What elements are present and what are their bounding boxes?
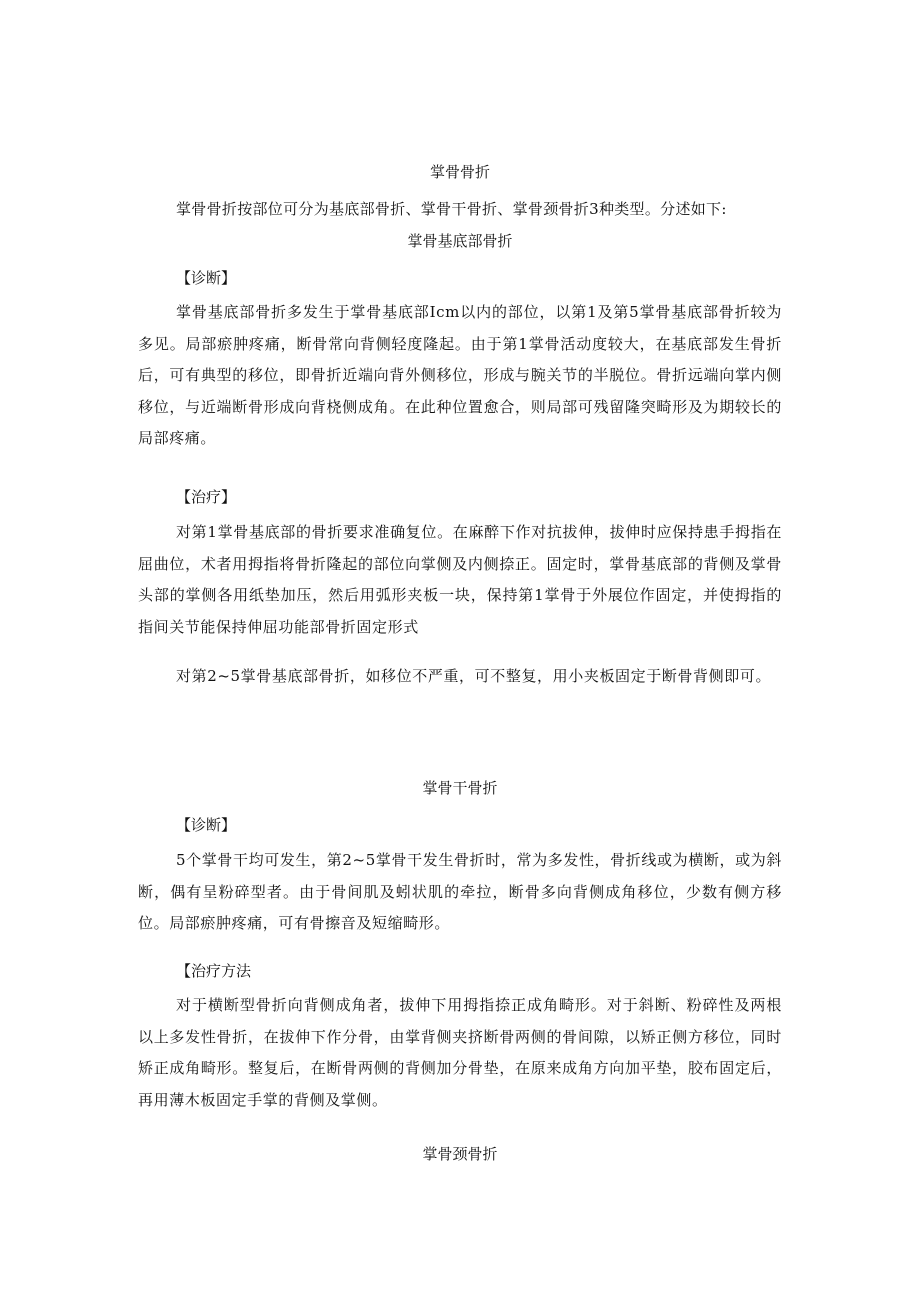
document-title: 掌骨骨折 [429,163,490,181]
treatment-label: 【治疗】 [176,488,237,506]
treatment-paragraph: 对第1掌骨基底部的骨折要求准确复位。在麻醉下作对抗拔伸，拔伸时应保持患手拇指在屈曲位，术者用拇指将骨折隆起的部位向掌侧及内侧捺正。固定时，掌骨基底部的背侧及掌骨头部的掌侧各用纸垫加压，然后用弧形夹板一块，保持第1掌骨于外展位作固定，并使拇指的指间关节能保持伸屈功能部骨折固定形式 [138,523,782,636]
diagnosis-paragraph: 5个掌骨干均可发生，第2~5掌骨干发生骨折时，常为多发性，骨折线或为横断，或为斜断，偶有呈粉碎型者。由于骨间肌及蚓状肌的牵拉，断骨多向背侧成角移位，少数有侧方移位。局部瘀肿疼痛，可有骨擦音及短缩畸形。 [138,851,782,933]
diagnosis-paragraph: 掌骨基底部骨折多发生于掌骨基底部Icm以内的部位，以第1及第5掌骨基底部骨折较为多见。局部瘀肿疼痛，断骨常向背侧轻度隆起。由于第1掌骨活动度较大，在基底部发生骨折后，可有典型的移位，即骨折近端向背外侧移位，形成与腕关节的半脱位。骨折远端向掌内侧移位，与近端断骨形成向背桡侧成角。在此种位置愈合，则局部可残留隆突畸形及为期较长的局部疼痛。 [138,303,782,448]
section-heading-base: 掌骨基底部骨折 [407,232,513,250]
section-heading-shaft: 掌骨干骨折 [422,779,498,797]
diagnosis-label: 【诊断】 [176,269,237,287]
treatment-paragraph-2: 对第2~5掌骨基底部骨折，如移位不严重，可不整复，用小夹板固定于断骨背侧即可。 [176,667,772,685]
diagnosis-label: 【诊断】 [176,816,237,834]
treatment-label: 【治疗方法 [176,962,252,980]
section-heading-neck: 掌骨颈骨折 [422,1145,498,1163]
treatment-paragraph: 对于横断型骨折向背侧成角者，拔伸下用拇指捺正成角畸形。对于斜断、粉碎性及两根以上多发性骨折，在拔伸下作分骨，由掌背侧夹挤断骨两侧的骨间隙，以矫正侧方移位，同时矫正成角畸形。整复后，在断骨两侧的背侧加分骨垫，在原来成角方向加平垫，胶布固定后，再用薄木板固定手掌的背侧及掌侧。 [138,996,782,1109]
intro-paragraph: 掌骨骨折按部位可分为基底部骨折、掌骨干骨折、掌骨颈骨折3种类型。分述如下: [176,200,727,218]
